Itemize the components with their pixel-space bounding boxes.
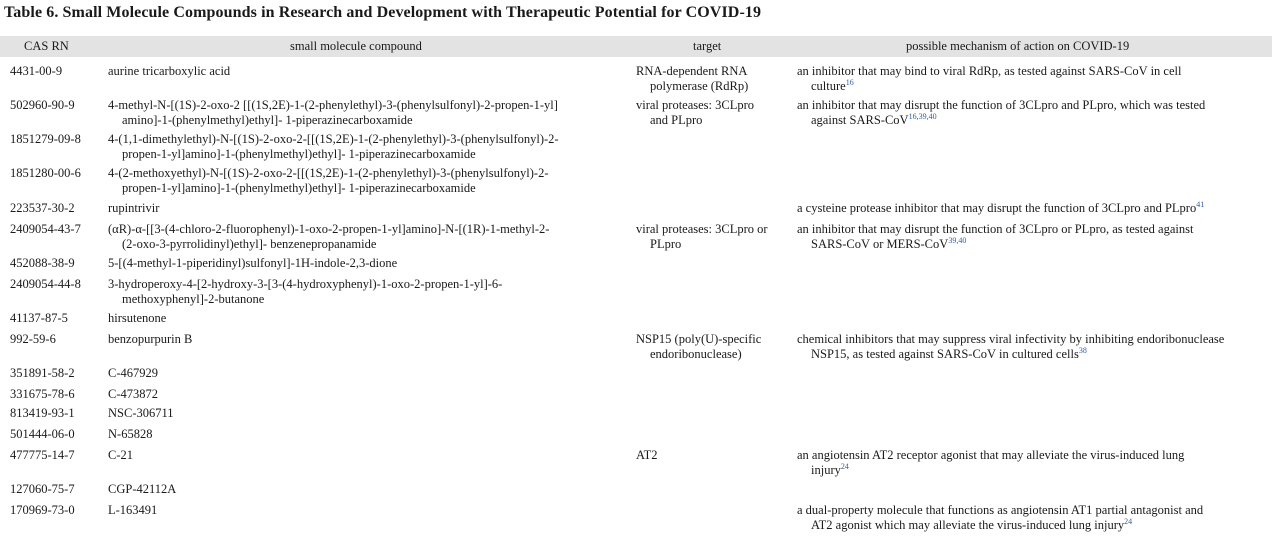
mechanism-cell: a dual-property molecule that functions as angiotensin AT1 partial antagonist and AT2 agonist which may alleviate the virus-induced lung injury$^{24}$ xyxy=(797,503,1204,532)
compound-cell: C-21 xyxy=(108,448,133,462)
compound-cell: 4-methyl-N-[(1S)-2-oxo-2 [[(1S,2E)-1-(2-phenylethyl)-3-(phenylsulfonyl)-2-propen-1-yl] amino]-1-(phenylmethyl)ethyl]- 1-piperazinecarboxamide xyxy=(108,98,558,127)
table-title: Table 6. Small Molecule Compounds in Research and Development with Therapeutic Potential for COVID-19 xyxy=(4,4,762,21)
mechanism-cell: a cysteine protease inhibitor that may disrupt the function of 3CLpro and PLpro$^{41}$ xyxy=(797,199,1205,215)
compound-cell: 3-hydroperoxy-4-[2-hydroxy-3-[3-(4-hydroxyphenyl)-1-oxo-2-propen-1-yl]-6- methoxyphenyl]-2-butanone xyxy=(108,277,503,306)
compound-cell: benzopurpurin B xyxy=(108,332,193,346)
cas-rn-cell: 477775-14-7 xyxy=(10,448,75,462)
target-cell: RNA-dependent RNA polymerase (RdRp) xyxy=(636,64,749,93)
cas-rn-cell: 41137-87-5 xyxy=(10,311,68,325)
target-cell: NSP15 (poly(U)-specific endoribonuclease) xyxy=(636,332,762,361)
reference-citation[interactable]: 16,39,40 xyxy=(908,111,937,121)
header-cas-rn: CAS RN xyxy=(24,39,69,53)
cas-rn-cell: 813419-93-1 xyxy=(10,406,75,420)
mechanism-cell: an angiotensin AT2 receptor agonist that may alleviate the virus-induced lung injury$^{24}$ xyxy=(797,448,1185,477)
compound-cell: C-467929 xyxy=(108,366,158,380)
cas-rn-cell: 992-59-6 xyxy=(10,332,56,346)
mechanism-cell: chemical inhibitors that may suppress viral infectivity by inhibiting endoribonuclease NSP15, as tested against SARS-CoV in cultured cells$^{38}$ xyxy=(797,332,1225,361)
cas-rn-cell: 170969-73-0 xyxy=(10,503,75,517)
mechanism-cell: an inhibitor that may disrupt the function of 3CLpro or PLpro, as tested against SARS-CoV or MERS-CoV$^{39,40}$ xyxy=(797,222,1194,251)
reference-citation[interactable]: 39,40 xyxy=(948,235,967,245)
header-compound: small molecule compound xyxy=(290,39,422,53)
cas-rn-cell: 1851279-09-8 xyxy=(10,132,81,146)
compound-cell: CGP-42112A xyxy=(108,482,177,496)
cas-rn-cell: 331675-78-6 xyxy=(10,387,75,401)
mechanism-cell: an inhibitor that may disrupt the function of 3CLpro and PLpro, which was tested against SARS-CoV$^{16,39,40}$ xyxy=(797,98,1206,127)
cas-rn-cell: 502960-90-9 xyxy=(10,98,75,112)
compound-cell: C-473872 xyxy=(108,387,158,401)
compound-cell: rupintrivir xyxy=(108,201,160,215)
mechanism-cell: an inhibitor that may bind to viral RdRp, as tested against SARS-CoV in cell culture$^{16}$ xyxy=(797,64,1182,93)
cas-rn-cell: 4431-00-9 xyxy=(10,64,63,78)
reference-citation[interactable]: 16 xyxy=(845,77,854,87)
cas-rn-cell: 351891-58-2 xyxy=(10,366,75,380)
compound-cell: aurine tricarboxylic acid xyxy=(108,64,231,78)
cas-rn-cell: 452088-38-9 xyxy=(10,256,75,270)
cas-rn-cell: 501444-06-0 xyxy=(10,427,75,441)
target-cell: viral proteases: 3CLpro or PLpro xyxy=(636,222,768,251)
compound-cell: L-163491 xyxy=(108,503,158,517)
reference-citation[interactable]: 24 xyxy=(840,461,849,471)
compound-cell: 4-(1,1-dimethylethyl)-N-[(1S)-2-oxo-2-[[(1S,2E)-1-(2-phenylethyl)-3-(phenylsulfonyl)-2- propen-1-yl]amino]-1-(phenylmethyl)ethyl]- 1-piperazinecarboxamide xyxy=(108,132,559,161)
cas-rn-cell: 127060-75-7 xyxy=(10,482,75,496)
reference-citation[interactable]: 38 xyxy=(1078,345,1087,355)
target-cell: viral proteases: 3CLpro and PLpro xyxy=(636,98,755,127)
cas-rn-cell: 1851280-00-6 xyxy=(10,166,81,180)
cas-rn-cell: 2409054-43-7 xyxy=(10,222,81,236)
cas-rn-cell: 2409054-44-8 xyxy=(10,277,81,291)
table-header xyxy=(0,36,1272,57)
cas-rn-cell: 223537-30-2 xyxy=(10,201,75,215)
compound-cell: 4-(2-methoxyethyl)-N-[(1S)-2-oxo-2-[[(1S,2E)-1-(2-phenylethyl)-3-(phenylsulfonyl)-2- propen-1-yl]amino]-1-(phenylmethyl)ethyl]- 1-piperazinecarboxamide xyxy=(108,166,549,195)
compound-cell: NSC-306711 xyxy=(108,406,174,420)
header-target: target xyxy=(693,39,722,53)
reference-citation[interactable]: 24 xyxy=(1124,516,1133,526)
compound-cell: N-65828 xyxy=(108,427,153,441)
compound-cell: (αR)-α-[[3-(4-chloro-2-fluorophenyl)-1-oxo-2-propen-1-yl]amino]-N-[(1R)-1-methyl-2- (2-oxo-3-pyrrolidinyl)ethyl]- benzenepropanamide xyxy=(108,222,550,251)
reference-citation[interactable]: 41 xyxy=(1196,199,1205,209)
compound-cell: 5-[(4-methyl-1-piperidinyl)sulfonyl]-1H-indole-2,3-dione xyxy=(108,256,398,270)
header-mechanism: possible mechanism of action on COVID-19 xyxy=(906,39,1130,53)
compound-cell: hirsutenone xyxy=(108,311,167,325)
target-cell: AT2 xyxy=(636,448,658,462)
